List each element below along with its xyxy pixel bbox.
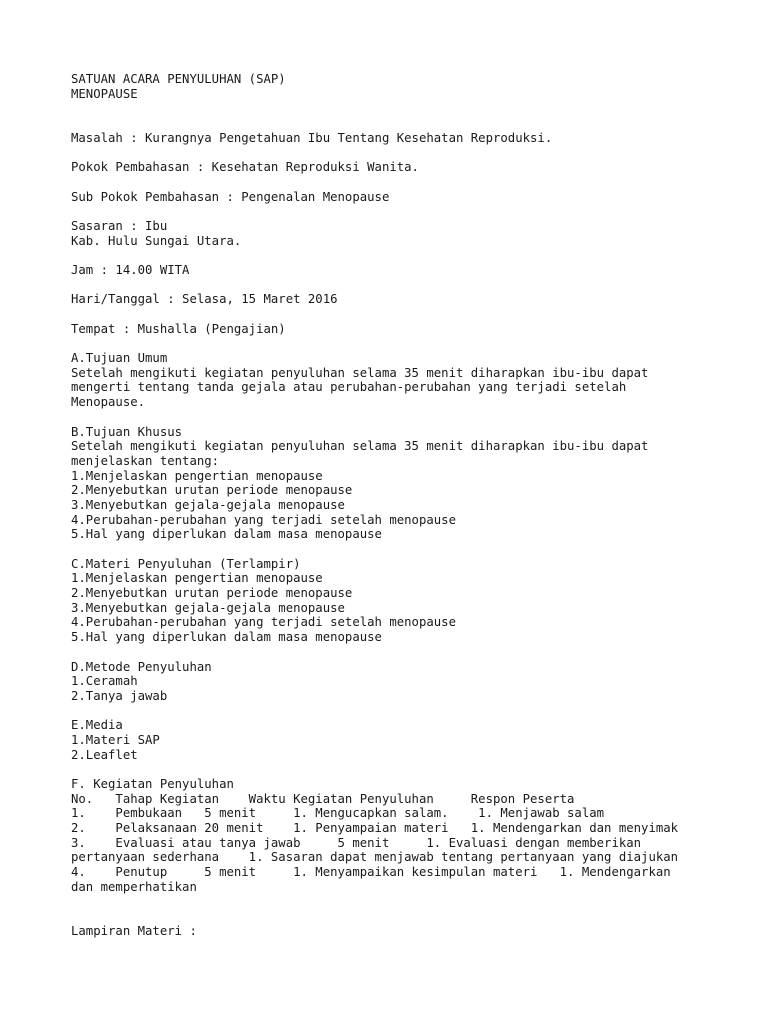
list-item: 1.Menjelaskan pengertian menopause <box>71 468 323 483</box>
paragraph-line: Setelah mengikuti kegiatan penyuluhan selama 35 menit diharapkan ibu-ibu dapat <box>71 439 649 454</box>
paragraph-line: Menopause. <box>71 395 146 410</box>
table-row-line: dan memperhatikan <box>71 879 197 894</box>
lampiran-heading: Lampiran Materi : <box>71 923 197 938</box>
paragraph-line: mengerti tentang tanda gejala atau perubahan-perubahan yang terjadi setelah <box>71 380 627 395</box>
list-item: 5.Hal yang diperlukan dalam masa menopause <box>71 630 382 645</box>
list-item: 2.Leaflet <box>71 747 138 762</box>
list-item: 4.Perubahan-perubahan yang terjadi setelah menopause <box>71 615 456 630</box>
list-item: 1.Menjelaskan pengertian menopause <box>71 571 323 586</box>
pokok-pembahasan-text: Pokok Pembahasan : Kesehatan Reproduksi Wanita. <box>71 160 419 175</box>
list-item: 1.Ceramah <box>71 674 138 689</box>
section-heading: A.Tujuan Umum <box>71 351 168 366</box>
sub-pokok-pembahasan-text: Sub Pokok Pembahasan : Pengenalan Menopause <box>71 189 390 204</box>
list-item: 2.Tanya jawab <box>71 688 168 703</box>
section-heading: C.Materi Penyuluhan (Terlampir) <box>71 556 301 571</box>
document-subtitle: MENOPAUSE <box>71 86 138 101</box>
list-item: 5.Hal yang diperlukan dalam masa menopause <box>71 527 382 542</box>
table-header-line: No. Tahap Kegiatan Waktu Kegiatan Penyuluhan Respon Peserta <box>71 791 575 806</box>
list-item: 1.Materi SAP <box>71 732 160 747</box>
table-row-line: 3. Evaluasi atau tanya jawab 5 menit 1. Evaluasi dengan memberikan <box>71 835 642 850</box>
tempat-text: Tempat : Mushalla (Pengajian) <box>71 321 286 336</box>
section-heading: E.Media <box>71 718 123 733</box>
sasaran-location-text: Kab. Hulu Sungai Utara. <box>71 233 242 248</box>
list-item: 3.Menyebutkan gejala-gejala menopause <box>71 600 345 615</box>
section-heading: D.Metode Penyuluhan <box>71 659 212 674</box>
table-row-line: 4. Penutup 5 menit 1. Menyampaikan kesimpulan materi 1. Mendengarkan <box>71 865 671 880</box>
list-item: 2.Menyebutkan urutan periode menopause <box>71 483 353 498</box>
document-title: SATUAN ACARA PENYULUHAN (SAP) <box>71 72 286 86</box>
sasaran-text: Sasaran : Ibu <box>71 218 168 233</box>
table-row-line: pertanyaan sederhana 1. Sasaran dapat menjawab tentang pertanyaan yang diajukan <box>71 850 679 865</box>
hari-tanggal-text: Hari/Tanggal : Selasa, 15 Maret 2016 <box>71 292 338 307</box>
paragraph-line: menjelaskan tentang: <box>71 453 220 468</box>
table-row-line: 2. Pelaksanaan 20 menit 1. Penyampaian materi 1. Mendengarkan dan menyimak <box>71 821 679 836</box>
masalah-text: Masalah : Kurangnya Pengetahuan Ibu Tentang Kesehatan Reproduksi. <box>71 130 553 145</box>
list-item: 3.Menyebutkan gejala-gejala menopause <box>71 497 345 512</box>
list-item: 2.Menyebutkan urutan periode menopause <box>71 586 353 601</box>
paragraph-line: Setelah mengikuti kegiatan penyuluhan selama 35 menit diharapkan ibu-ibu dapat <box>71 365 649 380</box>
table-row-line: 1. Pembukaan 5 menit 1. Mengucapkan salam. 1. Menjawab salam <box>71 806 605 821</box>
section-heading: B.Tujuan Khusus <box>71 424 183 439</box>
list-item: 4.Perubahan-perubahan yang terjadi setelah menopause <box>71 512 456 527</box>
jam-text: Jam : 14.00 WITA <box>71 262 190 277</box>
section-heading: F. Kegiatan Penyuluhan <box>71 777 234 792</box>
document-body <box>71 72 731 939</box>
